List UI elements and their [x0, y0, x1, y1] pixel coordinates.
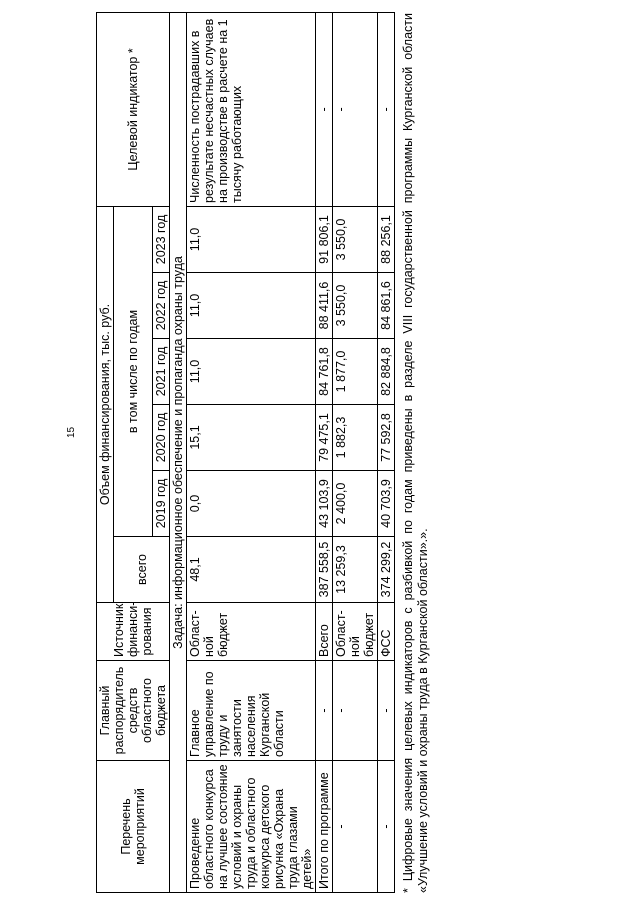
year-cell: 82 884,8 — [378, 339, 395, 405]
total-header: всего — [114, 537, 170, 603]
distributor-cell: - — [378, 661, 395, 761]
year-cell: 0,0 — [187, 471, 316, 537]
table-row — [316, 12, 333, 892]
volume-header: Объем финансирования, тыс. руб. — [97, 206, 114, 602]
year-cell: 2 400,0 — [333, 471, 378, 537]
measure-cell: - — [333, 761, 378, 893]
year-cell: 79 475,1 — [316, 405, 333, 471]
indicator-cell: Численность пострадавших в результате несчастных случаев на производстве в расчете на 1 тысячу работающих — [187, 12, 316, 206]
footnote: * Цифровые значения целевых индикаторов с разбивкой по годам приведены в разделе VIII государственной программы Курганской области «Улучшение условий и охраны труда в Курганской области».». — [401, 13, 430, 893]
financing-table — [96, 12, 395, 893]
measure-cell: - — [378, 761, 395, 893]
year-cell: 1 882,3 — [333, 405, 378, 471]
year-cell: 77 592,8 — [378, 405, 395, 471]
indicator-cell: - — [333, 12, 378, 206]
table-row — [378, 12, 395, 892]
year-cell: 11,0 — [187, 273, 316, 339]
distributor-cell: - — [333, 661, 378, 761]
measure-cell: Итого по программе — [316, 761, 333, 893]
source-header: Источник финанси-рования — [97, 603, 170, 661]
distributor-header: Главный распорядитель средств областного бюджета — [97, 661, 170, 761]
year-cell: 11,0 — [187, 339, 316, 405]
year-cell: 3 550,0 — [333, 206, 378, 272]
year-cell: 1 877,0 — [333, 339, 378, 405]
year-header: 2023 год — [153, 206, 170, 272]
indicator-cell: - — [316, 12, 333, 206]
year-cell: 84 861,6 — [378, 273, 395, 339]
year-cell: 88 411,6 — [316, 273, 333, 339]
year-cell: 40 703,9 — [378, 471, 395, 537]
source-cell: Област-ной бюджет — [333, 603, 378, 661]
year-header: 2021 год — [153, 339, 170, 405]
by-years-header: в том числе по годам — [114, 206, 153, 536]
year-cell: 88 256,1 — [378, 206, 395, 272]
task-title: Задача: информационное обеспечение и пропаганда охраны труда — [170, 12, 187, 892]
rotated-content — [96, 13, 441, 893]
year-cell: 11,0 — [187, 206, 316, 272]
year-header: 2020 год — [153, 405, 170, 471]
total-cell: 374 299,2 — [378, 537, 395, 603]
indicator-header: Целевой индикатор * — [97, 12, 170, 206]
page-number: 15 — [66, 426, 77, 438]
total-cell: 387 558,5 — [316, 537, 333, 603]
indicator-cell: - — [378, 12, 395, 206]
total-cell: 13 259,3 — [333, 537, 378, 603]
year-header: 2022 год — [153, 273, 170, 339]
task-row — [170, 12, 187, 892]
total-cell: 48,1 — [187, 537, 316, 603]
table-row — [333, 12, 378, 892]
header-row-1 — [97, 12, 114, 892]
year-header: 2019 год — [153, 471, 170, 537]
distributor-cell: - — [316, 661, 333, 761]
distributor-cell: Главное управление по труду и занятости населения Курганской области — [187, 661, 316, 761]
source-cell: ФСС — [378, 603, 395, 661]
year-cell: 84 761,8 — [316, 339, 333, 405]
year-cell: 43 103,9 — [316, 471, 333, 537]
year-cell: 91 806,1 — [316, 206, 333, 272]
measures-header: Перечень мероприятий — [97, 761, 170, 893]
source-cell: Всего — [316, 603, 333, 661]
year-cell: 15,1 — [187, 405, 316, 471]
year-cell: 3 550,0 — [333, 273, 378, 339]
source-cell: Област-ной бюджет — [187, 603, 316, 661]
table-row — [187, 12, 316, 892]
measure-cell: Проведение областного конкурса на лучшее состояние условий и охраны труда и областного конкурса детского рисунка «Охрана труда глазами детей» — [187, 761, 316, 893]
